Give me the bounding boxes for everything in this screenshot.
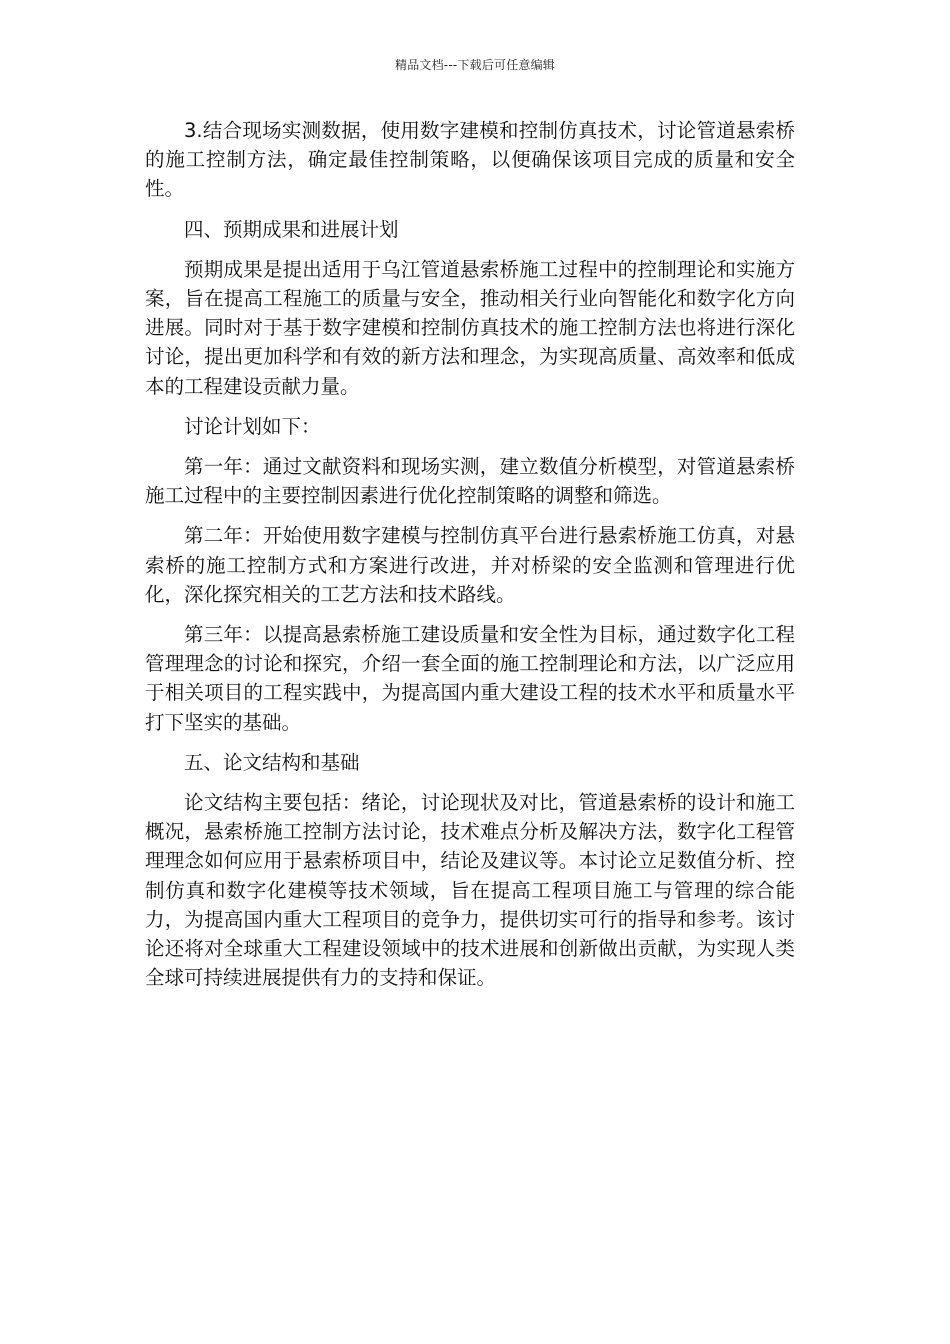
document-body: [145, 116, 795, 1003]
paragraph-thesis-structure: 论文结构主要包括：绪论，讨论现状及对比，管道悬索桥的设计和施工概况，悬索桥施工控制方法讨论，技术难点分析及解决方法，数字化工程管理理念如何应用于悬索桥项目中，结论及建议等。本讨论立足数值分析、控制仿真和数字化建模等技术领域，旨在提高工程项目施工与管理的综合能力，为提高国内重大工程项目的竞争力，提供切实可行的指导和参考。该讨论还将对全球重大工程建设领域中的技术进展和创新做出贡献，为实现人类全球可持续进展提供有力的支持和保证。: [145, 791, 795, 990]
paragraph-plan-intro: 讨论计划如下：: [184, 414, 321, 438]
page-header: 精品文档---下载后可任意编辑: [395, 58, 555, 72]
paragraph-expected-results: 预期成果是提出适用于乌江管道悬索桥施工过程中的控制理论和实施方案，旨在提高工程施工的质量与安全，推动相关行业向智能化和数字化方向进展。同时对于基于数字建模和控制仿真技术的施工控制方法也将进行深化讨论，提出更加科学和有效的新方法和理念，为实现高质量、高效率和低成本的工程建设贡献力量。: [145, 257, 795, 398]
paragraph-year-one: 第一年：通过文献资料和现场实测，建立数值分析模型，对管道悬索桥施工过程中的主要控制因素进行优化控制策略的调整和筛选。: [145, 455, 795, 508]
paragraph-year-two: 第二年：开始使用数字建模与控制仿真平台进行悬索桥施工仿真，对悬索桥的施工控制方式和方案进行改进，并对桥梁的安全监测和管理进行优化，深化探究相关的工艺方法和技术路线。: [145, 524, 795, 606]
section-heading-5: 五、论文结构和基础: [184, 750, 360, 774]
section-heading-4: 四、预期成果和进展计划: [184, 217, 399, 241]
paragraph-year-three: 第三年：以提高悬索桥施工建设质量和安全性为目标，通过数字化工程管理理念的讨论和探究，介绍一套全面的施工控制理论和方法，以广泛应用于相关项目的工程实践中，为提高国内重大建设工程的技术水平和质量水平打下坚实的基础。: [145, 623, 795, 734]
paragraph-item-3: 3.结合现场实测数据，使用数字建模和控制仿真技术，讨论管道悬索桥的施工控制方法，确定最佳控制策略，以便确保该项目完成的质量和安全性。: [145, 119, 795, 201]
